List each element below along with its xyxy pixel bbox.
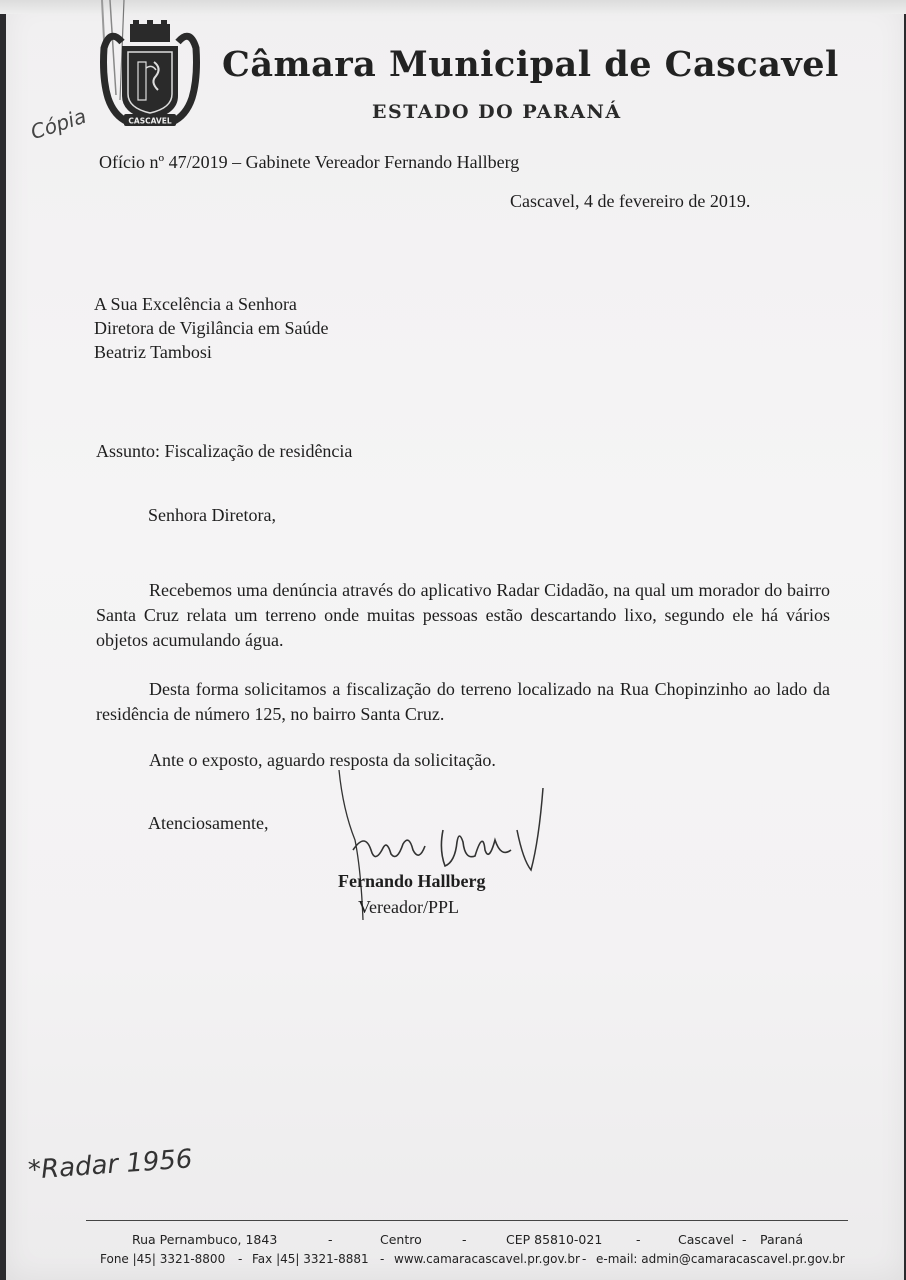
handwritten-radar-note: *Radar 1956 (27, 1144, 194, 1186)
footer-website: www.camaracascavel.pr.gov.br (394, 1252, 580, 1266)
letterhead-subtitle: ESTADO DO PARANÁ (372, 101, 622, 123)
seal-label: CASCAVEL (128, 116, 172, 126)
footer-fax: Fax |45| 3321-8881 (252, 1252, 369, 1266)
footer-separator: - (742, 1232, 747, 1247)
footer-separator: - (636, 1232, 641, 1247)
letter-salutation: Senhora Diretora, (148, 505, 276, 525)
footer-separator: - (462, 1232, 467, 1247)
footer-phone: Fone |45| 3321-8800 (100, 1252, 226, 1266)
signer-name: Fernando Hallberg (338, 871, 486, 891)
letterhead-title: Câmara Municipal de Cascavel (222, 44, 839, 85)
letter-closing: Atenciosamente, (148, 813, 269, 833)
signer-role: Vereador/PPL (358, 897, 459, 917)
footer-line-1 (0, 1232, 906, 1250)
letter-date: Cascavel, 4 de fevereiro de 2019. (510, 191, 751, 211)
footer-state: Paraná (760, 1232, 804, 1247)
footer-divider (86, 1220, 848, 1221)
footer-cep: CEP 85810-021 (506, 1232, 603, 1247)
footer-email: e-mail: admin@camaracascavel.pr.gov.br (596, 1252, 845, 1266)
footer-separator: - (328, 1232, 333, 1247)
handwritten-copy-note: Cópia (27, 103, 90, 145)
footer-separator: - (582, 1252, 587, 1266)
body-paragraph-1: Recebemos uma denúncia através do aplicativo Radar Cidadão, na qual um morador do bairro Santa Cruz relata um terreno onde muitas pessoas estão descartando lixo, segundo ele há vários objetos acumulando água. (96, 580, 830, 650)
footer-city: Cascavel (678, 1232, 734, 1247)
letter-subject: Assunto: Fiscalização de residência (96, 441, 353, 461)
recipient-line-2: Diretora de Vigilância em Saúde (94, 318, 329, 338)
municipal-seal-icon (100, 18, 200, 130)
body-paragraph-2: Desta forma solicitamos a fiscalização do terreno localizado na Rua Chopinzinho ao lado da residência de número 125, no bairro Santa Cruz. (96, 679, 830, 724)
footer-line-2 (0, 1252, 906, 1270)
recipient-line-3: Beatriz Tambosi (94, 342, 212, 362)
footer-address: Rua Pernambuco, 1843 (132, 1232, 278, 1247)
footer-district: Centro (380, 1232, 422, 1247)
footer-separator: - (380, 1252, 385, 1266)
letter-reference: Ofício nº 47/2019 – Gabinete Vereador Fernando Hallberg (99, 152, 520, 172)
body-paragraph-3: Ante o exposto, aguardo resposta da solicitação. (149, 750, 496, 770)
recipient-line-1: A Sua Excelência a Senhora (94, 294, 297, 314)
footer-separator: - (238, 1252, 243, 1266)
